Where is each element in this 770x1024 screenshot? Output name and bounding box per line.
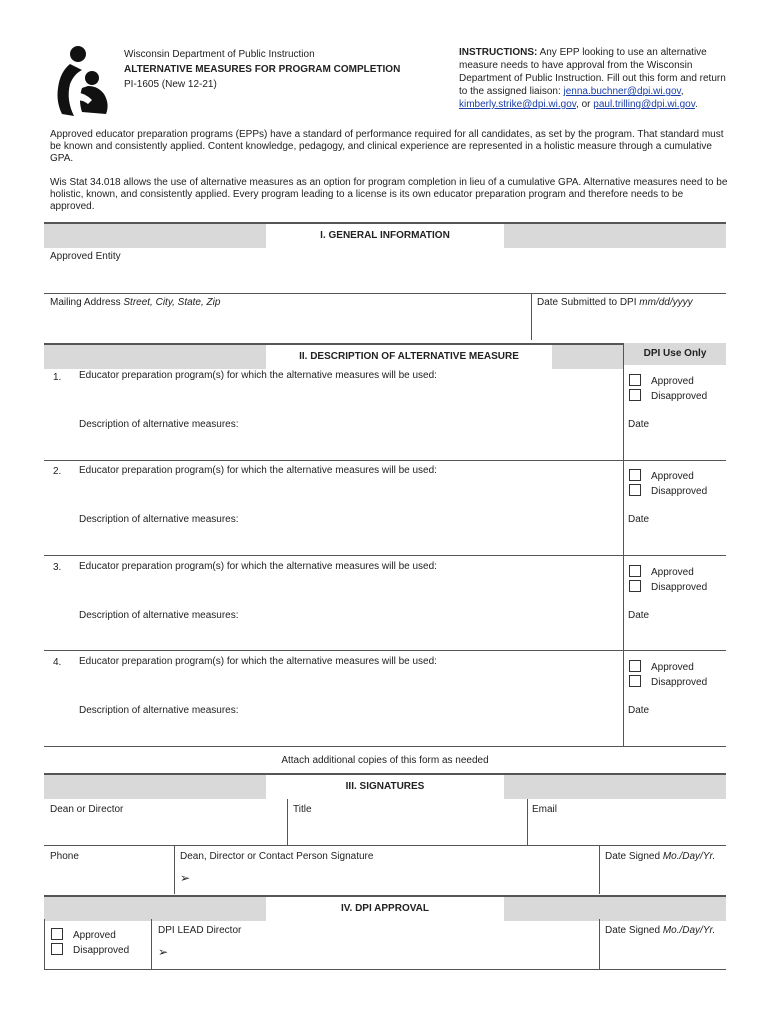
date-signed-text: Date Signed — [605, 851, 661, 862]
date-label: Date — [628, 419, 650, 430]
disapproved-checkbox[interactable] — [629, 580, 641, 592]
item-number: 1. — [53, 372, 62, 383]
date-submitted-hint: mm/dd/yyyy — [639, 297, 693, 308]
date-label: Date — [628, 610, 650, 621]
form-title: ALTERNATIVE MEASURES FOR PROGRAM COMPLETION — [124, 64, 401, 75]
instructions-label: INSTRUCTIONS: — [459, 47, 538, 58]
intro-paragraph-2: Wis Stat 34.018 allows the use of alternative measures as an option for program completion in lieu of a cumulative GPA. Alternative measures need to be holistic, known, and consistently applied. Every program leading to a license is its own educator preparation program and therefore needs to be approved. — [50, 177, 728, 212]
item-number: 2. — [53, 466, 62, 477]
dpi-date-signed-label — [605, 925, 715, 936]
disapproved-label: Disapproved — [651, 582, 708, 593]
disapproved-checkbox[interactable] — [629, 389, 641, 401]
date-signed-label — [605, 851, 715, 862]
title-label: Title — [293, 804, 312, 815]
disapproved-label: Disapproved — [651, 486, 708, 497]
director-signature-arrow-icon: ➢ — [158, 945, 169, 959]
section-approval-title: IV. DPI APPROVAL — [266, 897, 504, 921]
dpi-lead-director-label: DPI LEAD Director — [158, 925, 242, 936]
item-number: 3. — [53, 562, 62, 573]
approved-label: Approved — [651, 376, 694, 387]
dpi-disapproved-label: Disapproved — [73, 945, 130, 956]
description-label: Description of alternative measures: — [79, 514, 239, 525]
dpi-use-only-header: DPI Use Only — [624, 343, 726, 365]
item-number: 4. — [53, 657, 62, 668]
section-approval-band — [44, 895, 726, 921]
email-link-jenna[interactable]: jenna.buchner@dpi.wi.gov — [563, 86, 681, 97]
dpi-logo-icon — [52, 44, 114, 118]
date-label: Date — [628, 705, 650, 716]
date-submitted-field[interactable] — [537, 310, 725, 338]
description-label: Description of alternative measures: — [79, 419, 239, 430]
programs-label: Educator preparation program(s) for which the alternative measures will be used: — [79, 561, 437, 572]
approved-checkbox[interactable] — [629, 660, 641, 672]
approved-label: Approved — [651, 662, 694, 673]
approved-label: Approved — [651, 567, 694, 578]
dpi-approved-checkbox[interactable] — [51, 928, 63, 940]
disapproved-label: Disapproved — [651, 677, 708, 688]
mailing-address-hint: Street, City, State, Zip — [123, 297, 221, 308]
email-link-paul[interactable]: paul.trilling@dpi.wi.gov — [593, 99, 695, 110]
section-signatures-band — [44, 773, 726, 799]
approved-checkbox[interactable] — [629, 374, 641, 386]
approved-label: Approved — [651, 471, 694, 482]
section-signatures-title: III. SIGNATURES — [266, 775, 504, 799]
approved-entity-field[interactable] — [44, 264, 726, 292]
phone-label: Phone — [50, 851, 79, 862]
mailing-address-text: Mailing Address — [50, 297, 121, 308]
attach-note: Attach additional copies of this form as needed — [281, 755, 489, 766]
programs-label: Educator preparation program(s) for which the alternative measures will be used: — [79, 465, 437, 476]
dpi-date-signed-text: Date Signed — [605, 925, 661, 936]
header-block — [124, 47, 400, 92]
date-signed-hint: Mo./Day/Yr. — [662, 851, 716, 862]
disapproved-label: Disapproved — [651, 391, 708, 402]
disapproved-checkbox[interactable] — [629, 675, 641, 687]
section-description-band — [44, 343, 624, 369]
instructions-block: INSTRUCTIONS: Any EPP looking to use an alternative measure needs to have approval from the Wisconsin Department of Public Instruction. Fill out this form and return to the assigned liaison: jenna.buchner@dpi.wi.gov, kimberly.strike@dpi.wi.gov, or paul.trilling@dpi.wi.gov. — [459, 47, 726, 110]
mailing-address-label — [50, 297, 220, 308]
signature-arrow-icon: ➢ — [180, 871, 191, 885]
disapproved-checkbox[interactable] — [629, 484, 641, 496]
email-link-kimberly[interactable]: kimberly.strike@dpi.wi.gov — [459, 99, 577, 110]
dpi-approved-label: Approved — [73, 930, 116, 941]
description-label: Description of alternative measures: — [79, 610, 239, 621]
instructions-text: Any EPP looking to use an alternative measure needs to have approval from the Wisconsin Department of Public Instruction. Fill out this form and return to the assigned liaison: — [459, 47, 726, 97]
approved-entity-label: Approved Entity — [50, 251, 121, 262]
date-submitted-text: Date Submitted to DPI — [537, 297, 637, 308]
email-label: Email — [532, 804, 558, 815]
approved-checkbox[interactable] — [629, 469, 641, 481]
signature-label: Dean, Director or Contact Person Signature — [180, 851, 374, 862]
intro-paragraph-1: Approved educator preparation programs (EPPs) have a standard of performance required for all candidates, as set by the program. That standard must be known and consistently applied. Content knowledge, pedagogy, and clinical experience are represented in a holistic measure through a cumulative GPA. — [50, 129, 724, 164]
section-general-title: I. GENERAL INFORMATION — [266, 224, 504, 248]
dean-director-label: Dean or Director — [50, 804, 124, 815]
programs-label: Educator preparation program(s) for which the alternative measures will be used: — [79, 656, 437, 667]
agency-name: Wisconsin Department of Public Instruction — [124, 49, 315, 60]
form-number: PI-1605 (New 12-21) — [124, 79, 217, 90]
section-description-title: II. DESCRIPTION OF ALTERNATIVE MEASURE — [266, 345, 552, 369]
dpi-disapproved-checkbox[interactable] — [51, 943, 63, 955]
section-general-band — [44, 222, 726, 248]
or-text: , or — [576, 99, 591, 110]
dpi-date-signed-hint: Mo./Day/Yr. — [662, 925, 716, 936]
date-submitted-label — [537, 297, 693, 308]
programs-label: Educator preparation program(s) for which the alternative measures will be used: — [79, 370, 437, 381]
description-label: Description of alternative measures: — [79, 705, 239, 716]
mailing-address-field[interactable] — [44, 310, 530, 338]
date-label: Date — [628, 514, 650, 525]
approved-checkbox[interactable] — [629, 565, 641, 577]
